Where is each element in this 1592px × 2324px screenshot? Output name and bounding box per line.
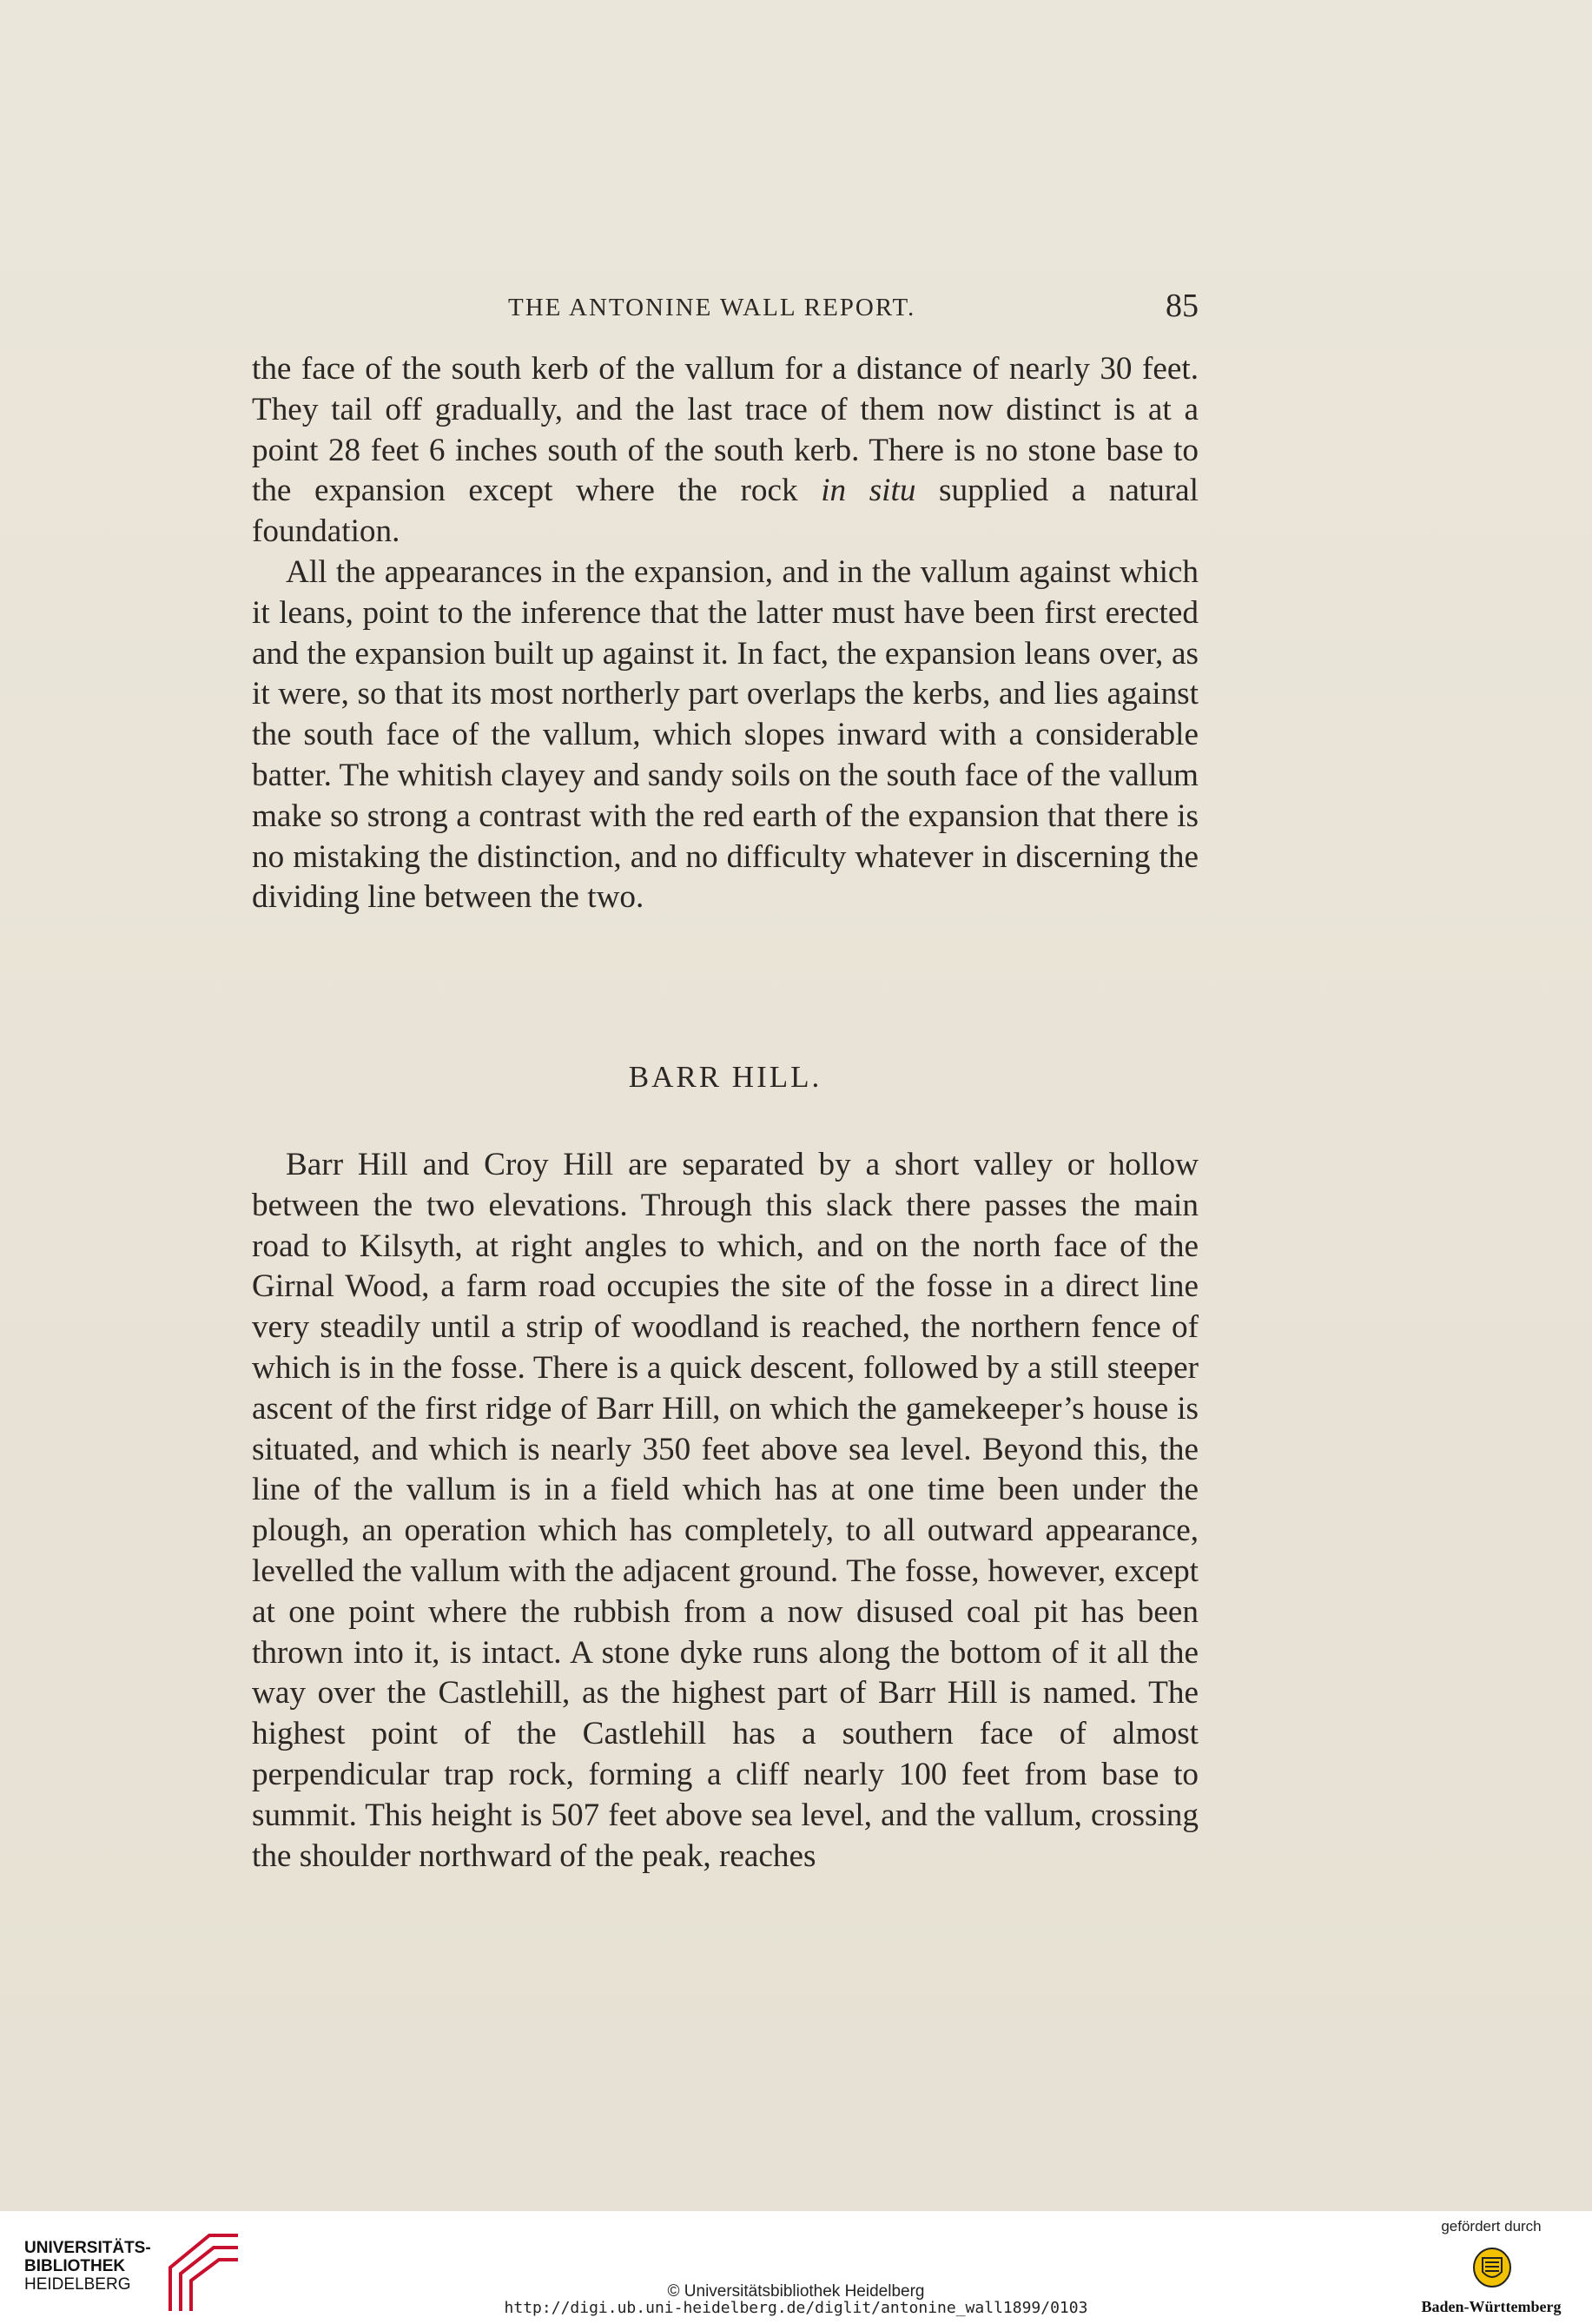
paragraph-expansion: All the appearances in the expansion, and in the vallum against which it leans, point to the inference that the latter must have been first erected and the expansion built up against it. In fact, the expansion leans over, as it were, so that its most northerly part overlaps the kerbs, and lies against the south face of the vallum, which slopes inward with a considerable batter. The whitish clayey and sandy soils on the south face of the vallum make so strong a contrast with the red earth of the expansion that there is no mistaking the distinction, and no difficulty whatever in discerning the dividing line between the two. (252, 553, 1199, 916)
copyright-notice: © Universitätsbibliothek Heidelberg (667, 2282, 925, 2301)
sponsor-block[interactable] (1413, 2213, 1569, 2322)
paragraph-continuation (252, 349, 1199, 553)
text-block-top (252, 349, 1199, 918)
library-name-line: UNIVERSITÄTS- (24, 2239, 151, 2257)
footer-bar (0, 2211, 1592, 2324)
library-name-line: HEIDELBERG (24, 2275, 131, 2294)
page-number: 85 (1166, 288, 1199, 324)
library-name-line: BIBLIOTHEK (24, 2257, 126, 2275)
section-heading: BARR HILL. (628, 1060, 822, 1094)
paragraph-barr-hill: Barr Hill and Croy Hill are separated by a short valley or hollow between the two elevations. Through this slack there passes the main road to Kilsyth, at right angles to which, and on the north face of the Girnal Wood, a farm road occupies the site of the fosse in a direct line very steadily until a strip of woodland is reached, the northern fence of which is in the fosse. There is a quick descent, followed by a still steeper ascent of the first ridge of Barr Hill, on which the gamekeeper’s house is situated, and which is nearly 350 feet above sea level. Beyond this, the line of the vallum is in a field which has at one time been under the plough, an operation which has completely, to all outward appearance, levelled the vallum with the adjacent ground. The fosse, however, except at one point where the rubbish from a now disused coal pit has been thrown into it, is intact. A stone dyke runs along the bottom of it all the way over the Castlehill, as the highest part of Barr Hill is named. The highest point of the Castlehill has a southern face of almost perpendicular trap rock, forming a cliff nearly 100 feet from base to summit. This height is 507 feet above sea level, and the vallum, crossing the shoulder northward of the peak, reaches (252, 1147, 1199, 1874)
sponsor-caption: gefördert durch (1441, 2218, 1542, 2235)
italic-term: in situ (821, 473, 916, 509)
paragraph-text: the face of the south kerb of the vallum for a distance of nearly 30 feet. They tail off gradually, and the last trace of them now distinct is at a point 28 feet 6 inches south of the south kerb. There is no stone base to the expansion except where the rock (252, 351, 1199, 509)
running-title: THE ANTONINE WALL REPORT. (508, 294, 916, 321)
sponsor-name: Baden-Württemberg (1421, 2298, 1562, 2315)
coat-of-arms-icon (1472, 2246, 1512, 2289)
permalink-url[interactable]: http://digi.ub.uni-heidelberg.de/diglit/antonine_wall1899/0103 (504, 2299, 1088, 2317)
paragraph-text: supplied a natural foundation. (252, 473, 1199, 550)
text-block-bottom (252, 1145, 1199, 1877)
running-head (252, 287, 1199, 330)
